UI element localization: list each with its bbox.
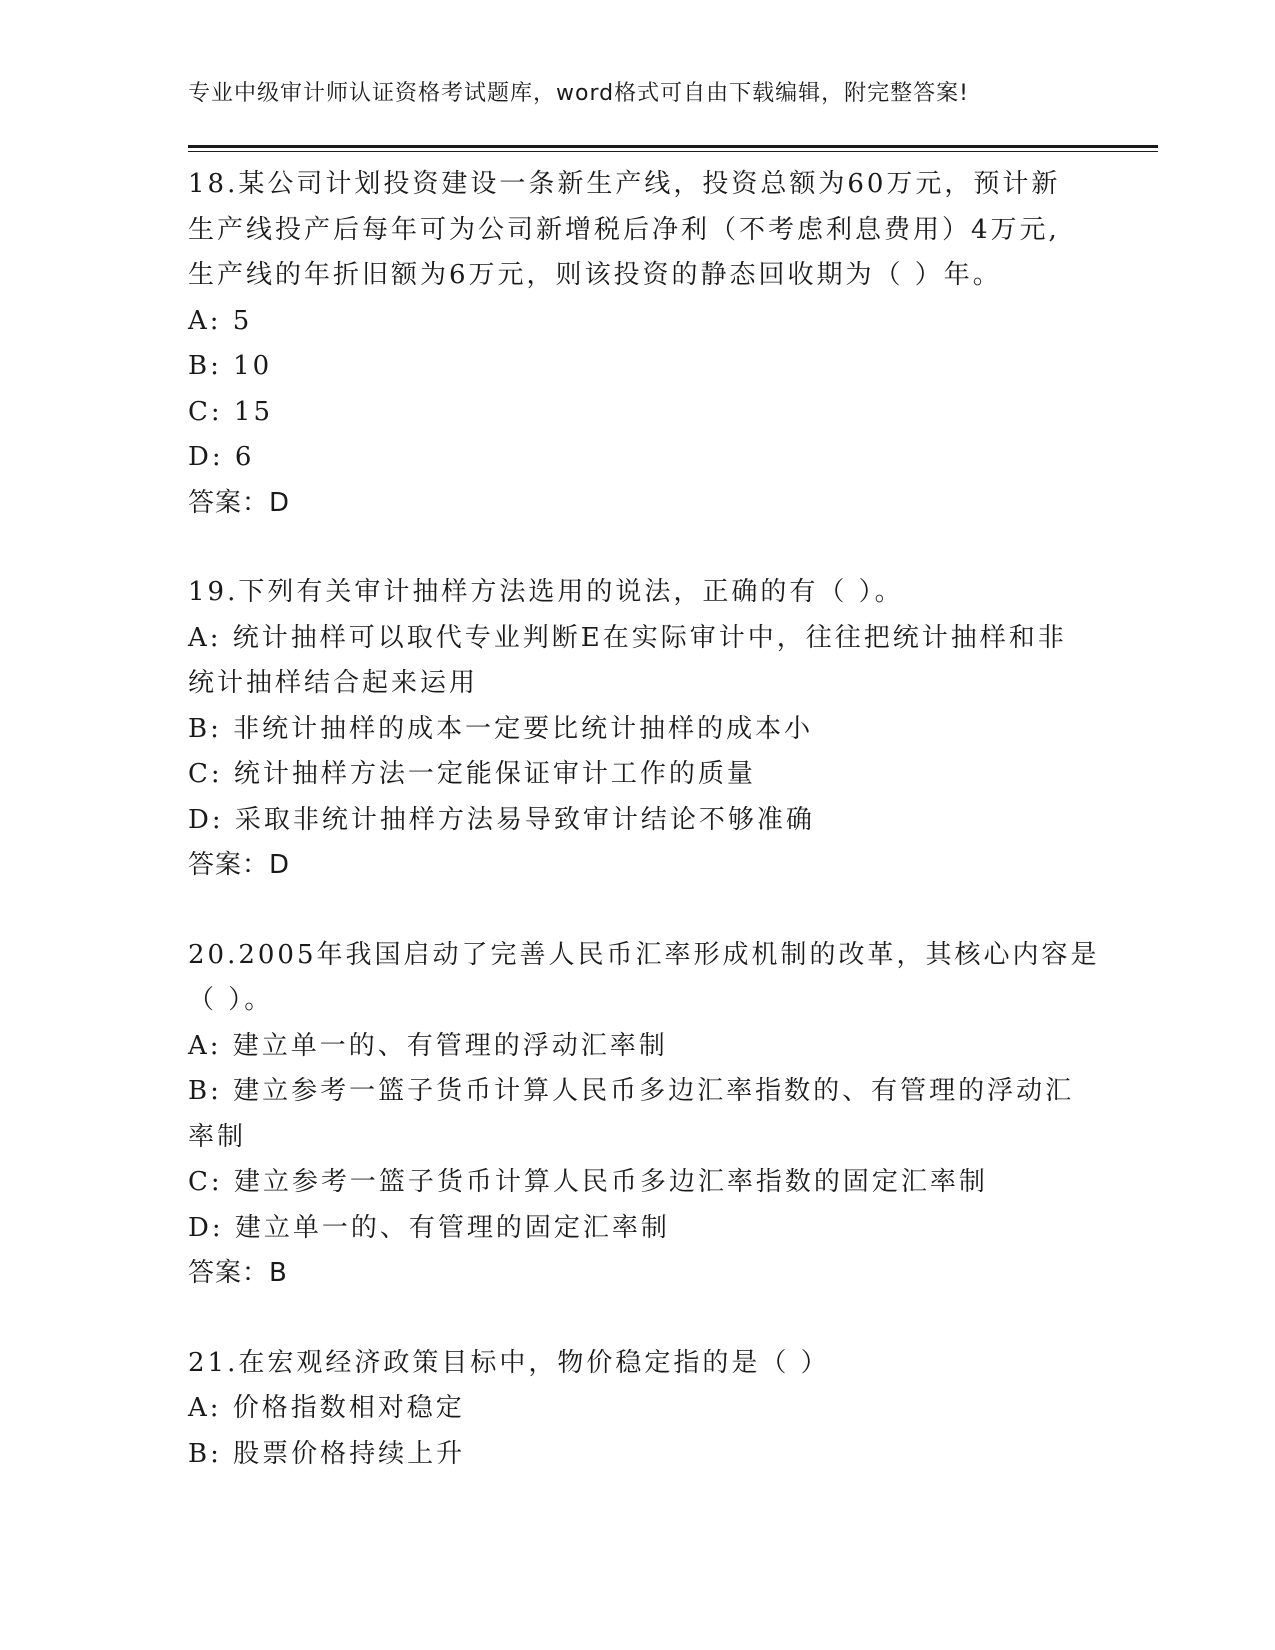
option-text-line: D: 建立单一的、有管理的固定汇率制 xyxy=(188,1212,670,1243)
option-text-line: 统计抽样结合起来运用 xyxy=(188,668,479,698)
question-stem-line: 21.在宏观经济政策目标中，物价稳定指的是（ ） xyxy=(188,1347,830,1378)
question-stem-line: 生产线投产后每年可为公司新增税后净利（不考虑利息费用）4万元, xyxy=(188,214,1060,245)
answer-option xyxy=(188,752,1128,798)
question-spacer xyxy=(188,889,1128,933)
answer-option xyxy=(188,616,1128,707)
answer-key: 答案：D xyxy=(188,850,291,880)
answer-key: 答案：D xyxy=(188,487,291,518)
answer-option xyxy=(188,299,1128,345)
header-rule-thick xyxy=(188,145,1158,148)
question-block xyxy=(188,933,1128,1297)
answer-option xyxy=(188,1206,1128,1252)
answer-option xyxy=(188,1069,1128,1160)
answer-option xyxy=(188,707,1128,753)
header-rule-thin xyxy=(188,151,1158,152)
question-stem-line: 18.某公司计划投资建设一条新生产线，投资总额为60万元，预计新 xyxy=(188,169,1061,199)
answer-option xyxy=(188,798,1128,844)
option-text-line: C: 统计抽样方法一定能保证审计工作的质量 xyxy=(188,759,756,789)
option-text-line: B: 股票价格持续上升 xyxy=(188,1438,466,1469)
option-text-line: A: 建立单一的、有管理的浮动汇率制 xyxy=(188,1030,668,1061)
question-list xyxy=(188,162,1128,1477)
option-text-line: B: 10 xyxy=(188,351,273,381)
option-text-line: A: 统计抽样可以取代专业判断E在实际审计中，往往把统计抽样和非 xyxy=(188,622,1067,653)
option-text-line: B: 非统计抽样的成本一定要比统计抽样的成本小 xyxy=(188,713,814,744)
answer-option xyxy=(188,1160,1128,1206)
answer-option xyxy=(188,1386,1128,1432)
option-text-line: D: 采取非统计抽样方法易导致审计结论不够准确 xyxy=(188,804,815,835)
question-stem-line: 19.下列有关审计抽样方法选用的说法，正确的有（ ）。 xyxy=(188,577,904,607)
option-text-line: C: 15 xyxy=(188,396,274,427)
page-header: 专业中级审计师认证资格考试题库，word格式可自由下载编辑，附完整答案! xyxy=(188,81,969,106)
answer-option xyxy=(188,344,1128,390)
answer-option xyxy=(188,1024,1128,1070)
question-spacer xyxy=(188,1297,1128,1341)
answer-option xyxy=(188,390,1128,436)
question-spacer xyxy=(188,526,1128,570)
question-stem-line: 20.2005年我国启动了完善人民币汇率形成机制的改革，其核心内容是 xyxy=(188,939,1100,970)
question-stem-line: （ ）。 xyxy=(188,985,274,1015)
option-text-line: D: 6 xyxy=(188,442,255,472)
question-block xyxy=(188,162,1128,526)
answer-key: 答案：B xyxy=(188,1258,288,1288)
option-text-line: 率制 xyxy=(188,1121,247,1152)
answer-option xyxy=(188,1432,1128,1478)
answer-option xyxy=(188,435,1128,481)
question-stem-line: 生产线的年折旧额为6万元，则该投资的静态回收期为（ ）年。 xyxy=(188,260,1002,290)
option-text-line: B: 建立参考一篮子货币计算人民币多边汇率指数的、有管理的浮动汇 xyxy=(188,1076,1075,1106)
option-text-line: A: 5 xyxy=(188,305,253,336)
option-text-line: A: 价格指数相对稳定 xyxy=(188,1393,465,1423)
option-text-line: C: 建立参考一篮子货币计算人民币多边汇率指数的固定汇率制 xyxy=(188,1167,988,1197)
question-block xyxy=(188,1341,1128,1478)
question-block xyxy=(188,570,1128,889)
